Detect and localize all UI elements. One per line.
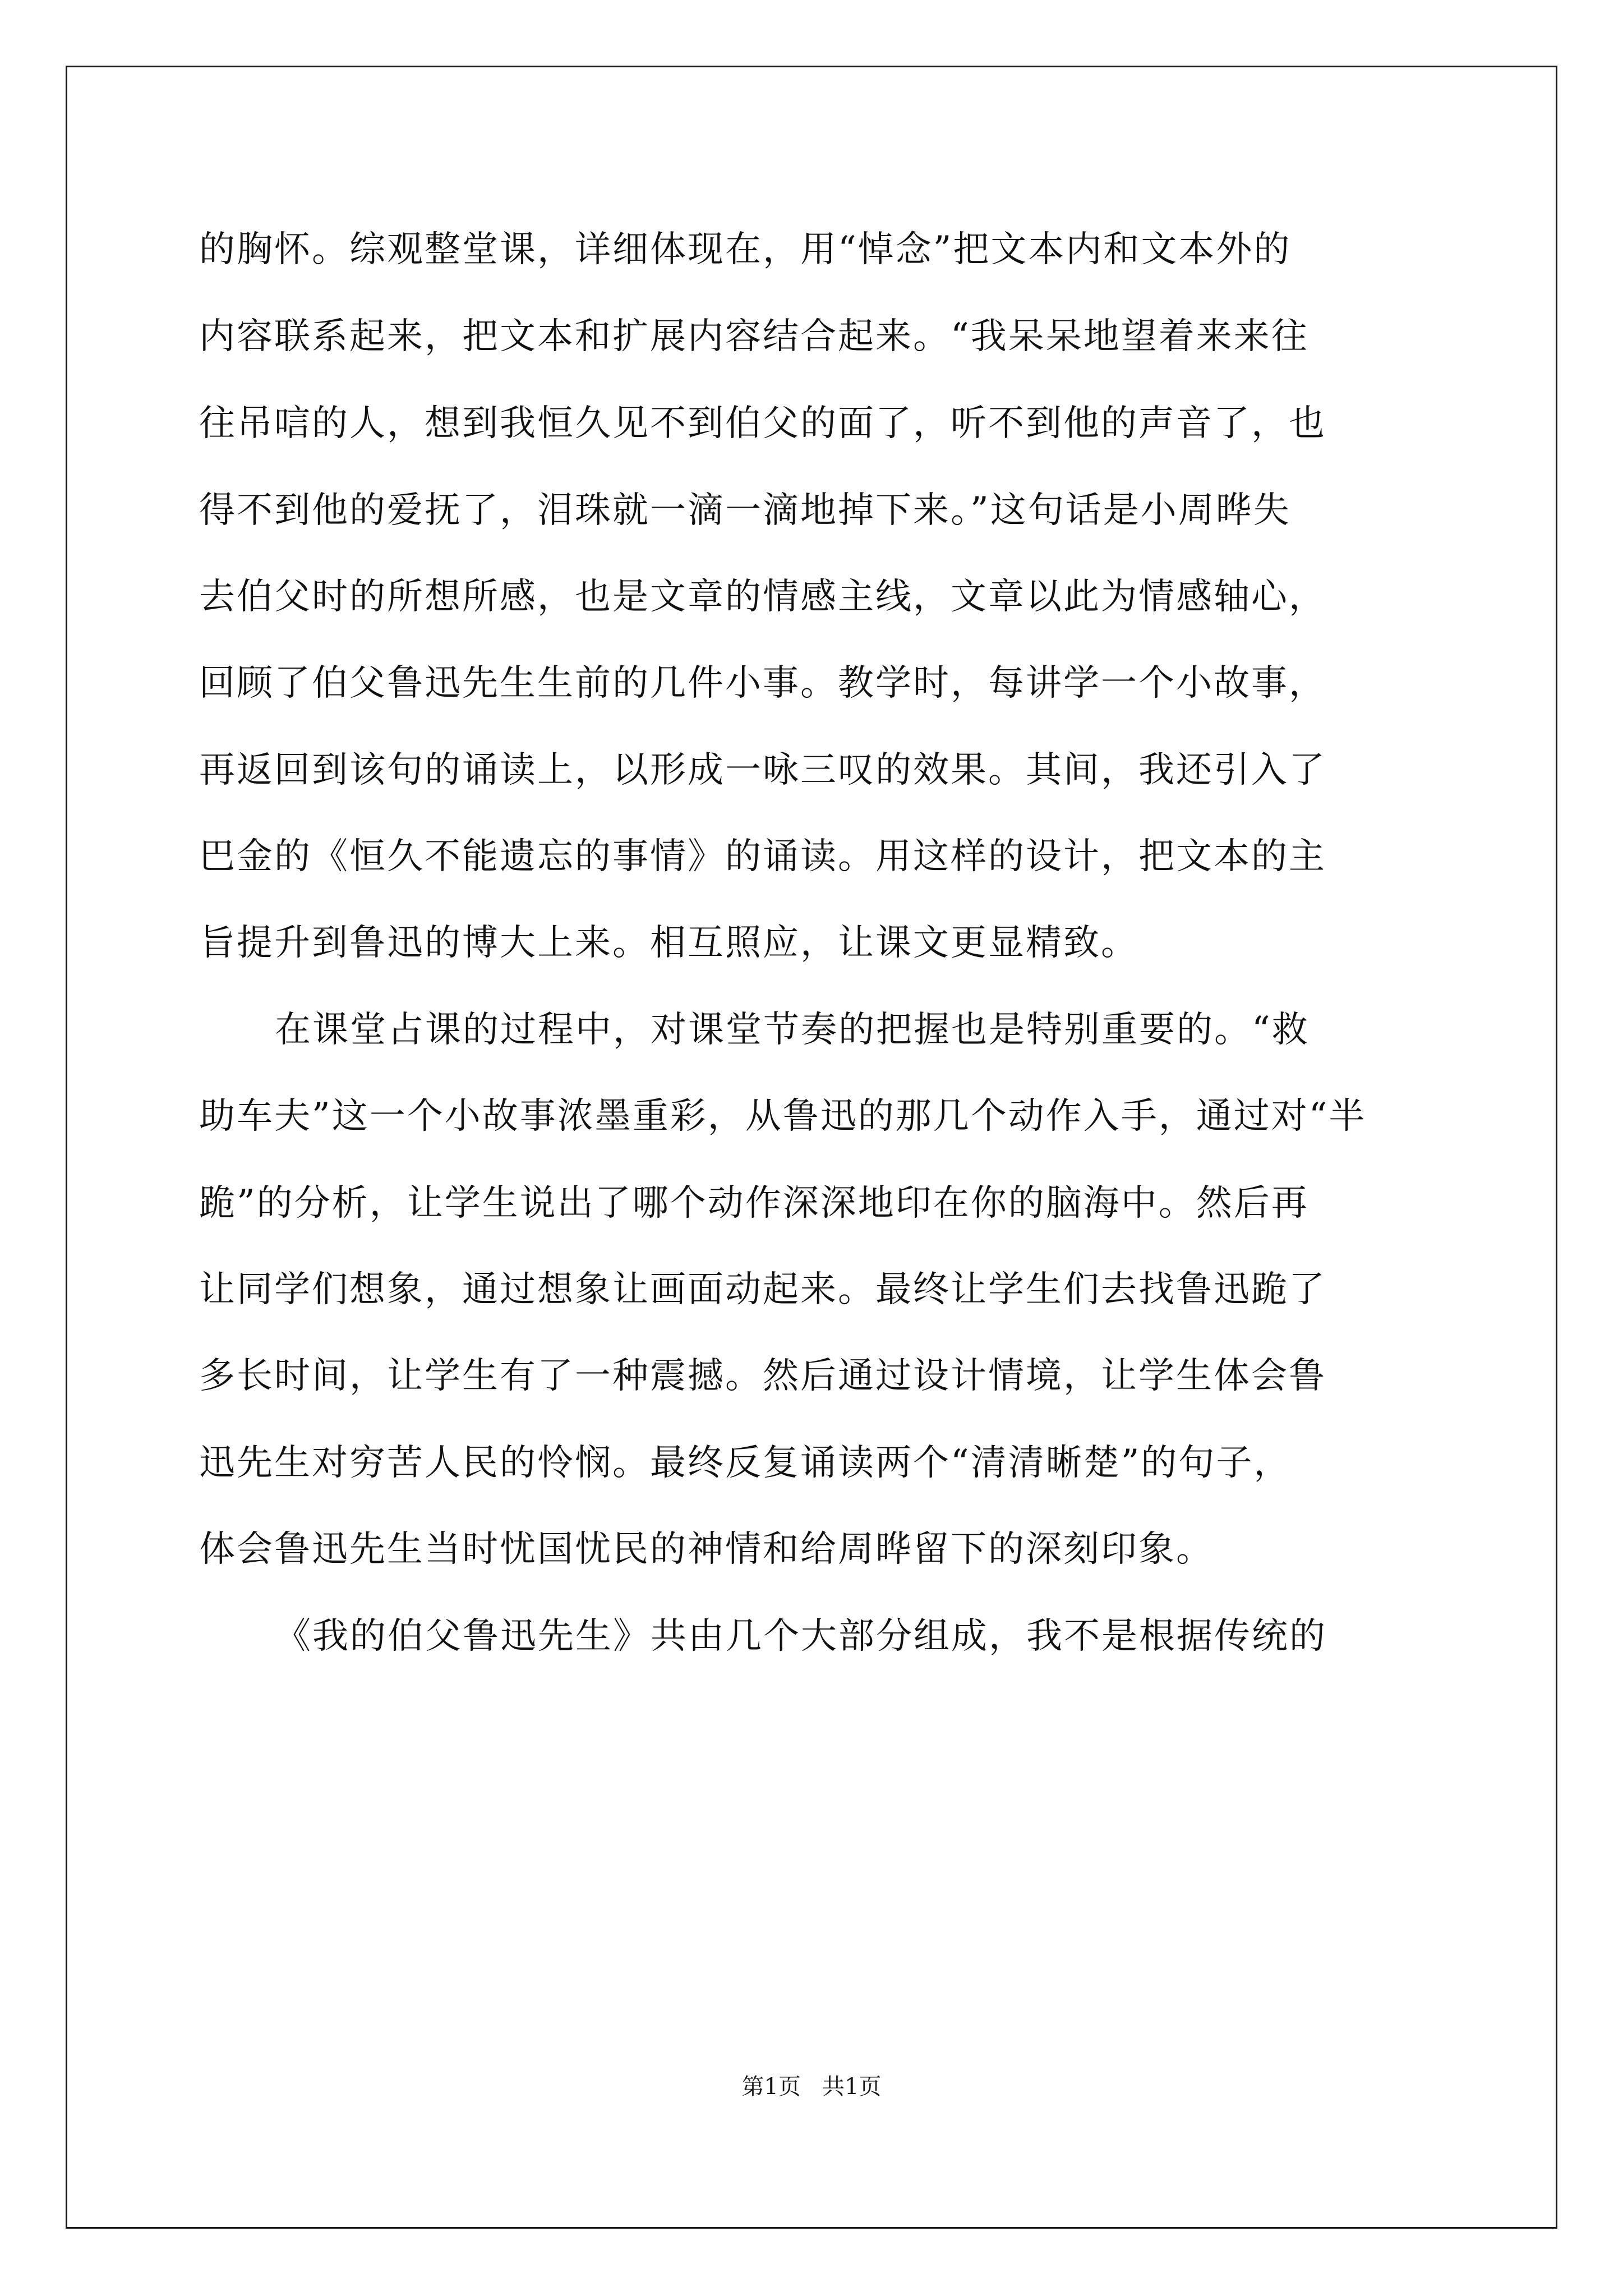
- text-line-1: 的胸怀。综观整堂课，详细体现在，用“悼念”把文本内和文本外的: [199, 229, 1292, 270]
- page-footer: 第1页 共1页: [741, 2074, 882, 2100]
- text-line-11: 助车夫”这一个小故事浓墨重彩，从鲁迅的那几个动作入手，通过对“半: [199, 1096, 1367, 1137]
- page-border: [66, 66, 1557, 2229]
- text-line-10: 在课堂占课的过程中，对课堂节奏的把握也是特别重要的。“救: [275, 1009, 1310, 1051]
- text-line-17: 《我的伯父鲁迅先生》共由几个大部分组成，我不是根据传统的: [275, 1616, 1327, 1657]
- text-line-12: 跪”的分析，让学生说出了哪个动作深深地印在你的脑海中。然后再: [199, 1182, 1309, 1224]
- text-line-16: 体会鲁迅先生当时忧国忧民的神情和给周晔留下的深刻印象。: [199, 1529, 1214, 1570]
- text-line-6: 回顾了伯父鲁迅先生生前的几件小事。教学时，每讲学一个小故事，: [199, 662, 1326, 704]
- text-line-14: 多长时间，让学生有了一种震撼。然后通过设计情境，让学生体会鲁: [199, 1355, 1326, 1397]
- text-line-5: 去伯父时的所想所感，也是文章的情感主线，文章以此为情感轴心，: [199, 576, 1326, 618]
- text-line-9: 旨提升到鲁迅的博大上来。相互照应，让课文更显精致。: [199, 922, 1138, 964]
- text-line-8: 巴金的《恒久不能遗忘的事情》的诵读。用这样的设计，把文本的主: [199, 836, 1326, 877]
- text-line-3: 往吊唁的人，想到我恒久见不到伯父的面了，听不到他的声音了，也: [199, 403, 1326, 444]
- text-line-7: 再返回到该句的诵读上，以形成一咏三叹的效果。其间，我还引入了: [199, 749, 1326, 791]
- text-line-15: 迅先生对穷苦人民的怜悯。最终反复诵读两个“清清晰楚”的句子，: [199, 1442, 1292, 1484]
- text-line-13: 让同学们想象，通过想象让画面动起来。最终让学生们去找鲁迅跪了: [199, 1269, 1326, 1310]
- text-line-4: 得不到他的爱抚了，泪珠就一滴一滴地掉下来。”这句话是小周晔失: [199, 490, 1291, 531]
- text-line-2: 内容联系起来，把文本和扩展内容结合起来。“我呆呆地望着来来往: [199, 316, 1309, 357]
